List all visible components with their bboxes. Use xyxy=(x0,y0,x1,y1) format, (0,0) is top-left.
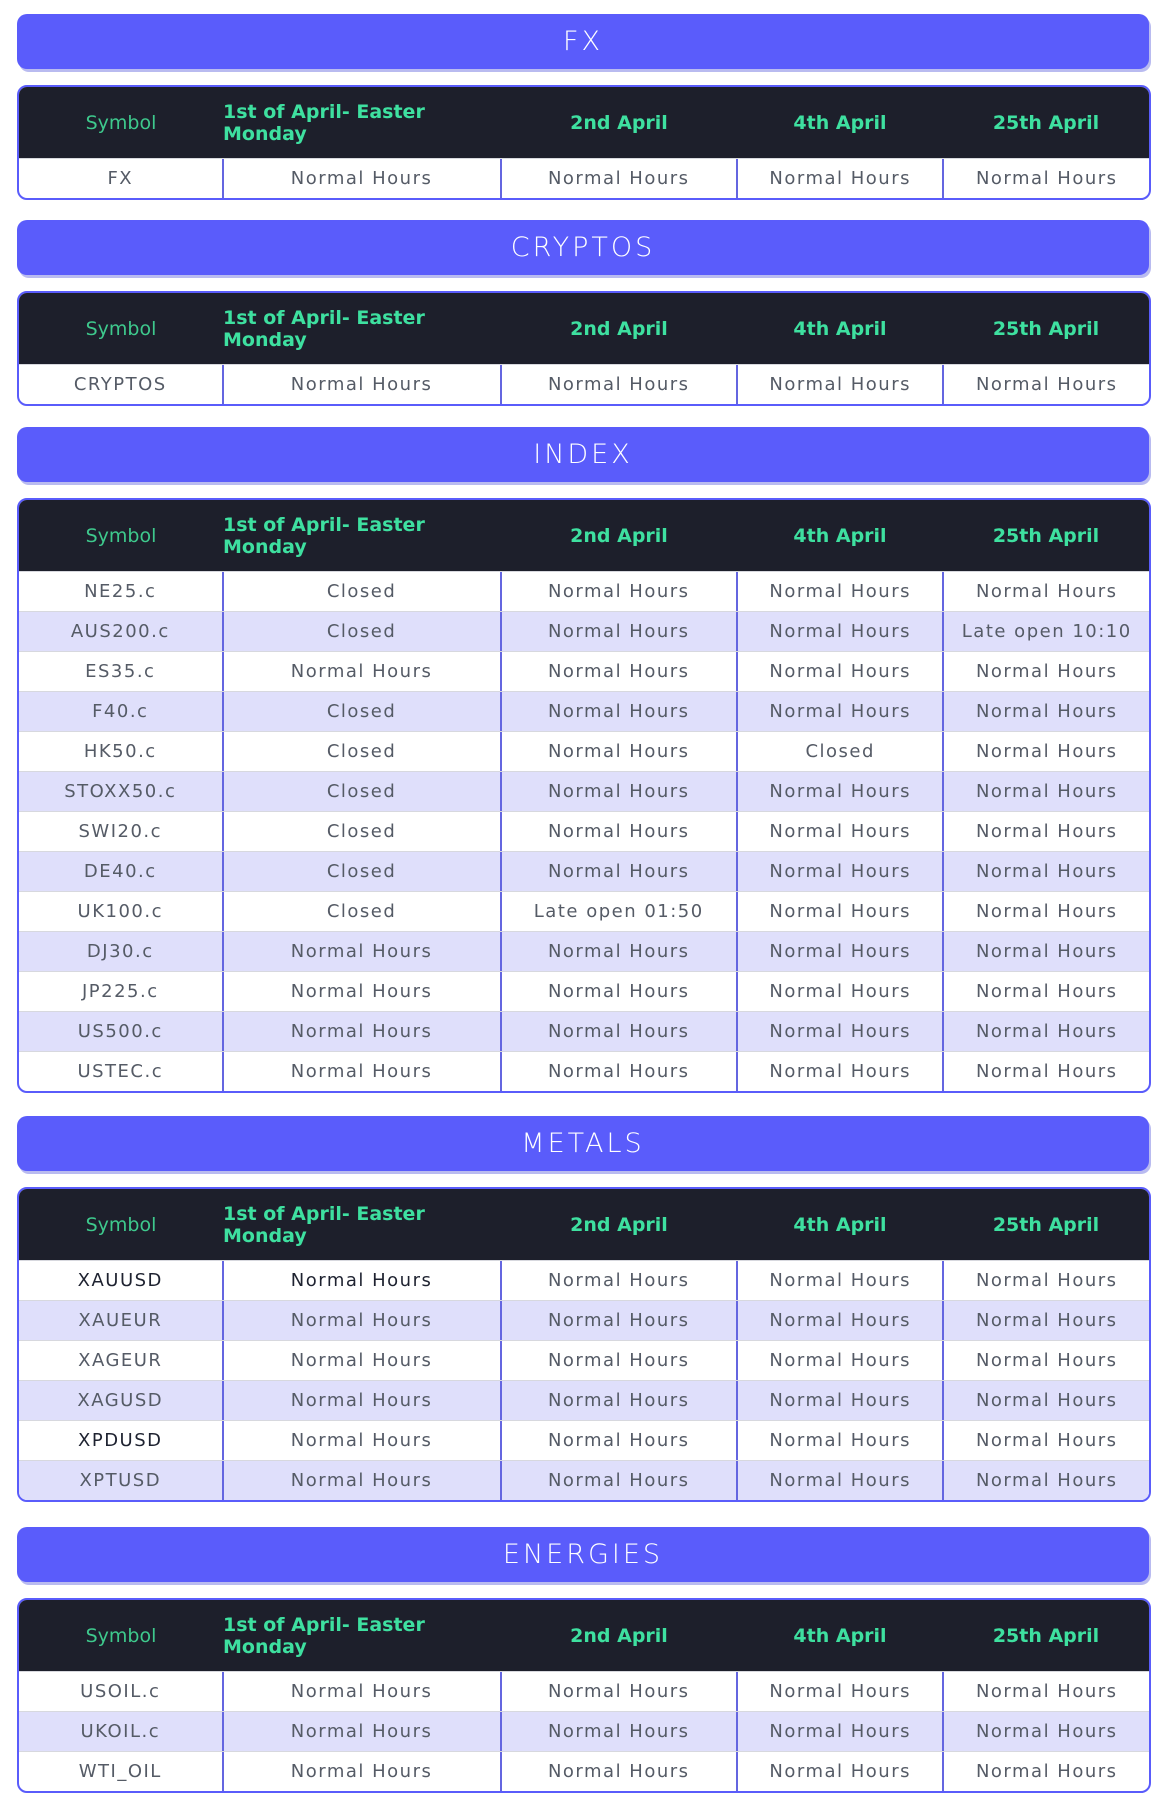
hours-cell: Normal Hours xyxy=(500,812,736,851)
hours-cell: Normal Hours xyxy=(500,1301,736,1340)
hours-cell: Normal Hours xyxy=(222,1421,500,1460)
symbol-cell: F40.c xyxy=(92,701,149,722)
hours-cell: Normal Hours xyxy=(736,972,943,1011)
hours-cell: Normal Hours xyxy=(736,932,943,971)
hours-cell: Normal Hours xyxy=(500,1672,736,1711)
header-date-3: 4th April xyxy=(793,1213,887,1236)
hours-cell: Normal Hours xyxy=(500,1012,736,1051)
hours-cell: Normal Hours xyxy=(500,852,736,891)
symbol-cell: XAUUSD xyxy=(77,1270,163,1291)
hours-cell: Normal Hours xyxy=(736,652,943,691)
hours-cell: Normal Hours xyxy=(942,159,1149,198)
hours-cell: Normal Hours xyxy=(500,732,736,771)
header-date-3: 4th April xyxy=(793,524,887,547)
hours-cell: Normal Hours xyxy=(500,692,736,731)
hours-cell: Normal Hours xyxy=(222,652,500,691)
table-row xyxy=(19,931,1149,971)
hours-cell: Normal Hours xyxy=(942,1752,1149,1791)
header-date-1: 1st of April- Easter Monday xyxy=(223,1613,425,1658)
hours-cell: Normal Hours xyxy=(500,159,736,198)
hours-cell: Normal Hours xyxy=(736,892,943,931)
header-date-2: 2nd April xyxy=(570,1624,668,1647)
hours-cell: Normal Hours xyxy=(942,1461,1149,1500)
header-date-1: 1st of April- Easter Monday xyxy=(223,513,425,558)
hours-cell: Closed xyxy=(222,732,500,771)
symbol-cell: USTEC.c xyxy=(77,1061,164,1082)
table-row xyxy=(19,364,1149,404)
table-row xyxy=(19,1260,1149,1300)
hours-cell: Normal Hours xyxy=(222,972,500,1011)
hours-cell: Normal Hours xyxy=(942,572,1149,611)
hours-cell: Normal Hours xyxy=(736,1052,943,1091)
hours-cell: Closed xyxy=(222,812,500,851)
symbol-cell: AUS200.c xyxy=(70,621,170,642)
symbol-cell: XAUEUR xyxy=(78,1310,163,1331)
table-row xyxy=(19,1671,1149,1711)
index-table xyxy=(17,498,1151,1093)
hours-cell: Closed xyxy=(222,772,500,811)
table-row xyxy=(19,1340,1149,1380)
header-date-1: 1st of April- Easter Monday xyxy=(223,306,425,351)
header-symbol: Symbol xyxy=(85,317,157,340)
table-row xyxy=(19,1751,1149,1791)
table-row xyxy=(19,1380,1149,1420)
hours-cell: Normal Hours xyxy=(222,1261,500,1300)
header-date-2: 2nd April xyxy=(570,111,668,134)
hours-cell: Normal Hours xyxy=(500,652,736,691)
section-banner-index xyxy=(17,427,1149,482)
hours-cell: Normal Hours xyxy=(500,1261,736,1300)
table-row xyxy=(19,651,1149,691)
header-date-1: 1st of April- Easter Monday xyxy=(223,100,425,145)
symbol-cell: CRYPTOS xyxy=(73,374,167,395)
table-row xyxy=(19,851,1149,891)
hours-cell: Normal Hours xyxy=(222,365,500,404)
hours-cell: Normal Hours xyxy=(500,1712,736,1751)
hours-cell: Normal Hours xyxy=(736,772,943,811)
table-row xyxy=(19,1051,1149,1091)
hours-cell: Closed xyxy=(222,892,500,931)
symbol-cell: UK100.c xyxy=(77,901,163,922)
hours-cell: Closed xyxy=(222,692,500,731)
hours-cell: Normal Hours xyxy=(736,1461,943,1500)
symbol-cell: SWI20.c xyxy=(78,821,163,842)
header-symbol: Symbol xyxy=(85,1213,157,1236)
hours-cell: Normal Hours xyxy=(736,852,943,891)
table-row xyxy=(19,1011,1149,1051)
hours-cell: Normal Hours xyxy=(942,892,1149,931)
section-banner-energies xyxy=(17,1527,1149,1582)
symbol-cell: ES35.c xyxy=(85,661,156,682)
table-row xyxy=(19,691,1149,731)
hours-cell: Normal Hours xyxy=(942,365,1149,404)
symbol-cell: NE25.c xyxy=(84,581,157,602)
hours-cell: Normal Hours xyxy=(942,1012,1149,1051)
hours-cell: Normal Hours xyxy=(500,1421,736,1460)
symbol-cell: XAGUSD xyxy=(77,1390,164,1411)
hours-cell: Normal Hours xyxy=(500,1052,736,1091)
header-symbol: Symbol xyxy=(85,524,157,547)
hours-cell: Normal Hours xyxy=(942,852,1149,891)
symbol-cell: XPDUSD xyxy=(78,1430,163,1451)
hours-cell: Normal Hours xyxy=(736,572,943,611)
table-row xyxy=(19,571,1149,611)
hours-cell: Normal Hours xyxy=(222,1712,500,1751)
hours-cell: Normal Hours xyxy=(222,1461,500,1500)
header-date-4: 25th April xyxy=(992,1624,1100,1647)
hours-cell: Normal Hours xyxy=(500,932,736,971)
header-date-2: 2nd April xyxy=(570,1213,668,1236)
hours-cell: Normal Hours xyxy=(222,1341,500,1380)
section-title: INDEX xyxy=(533,439,633,470)
symbol-cell: HK50.c xyxy=(83,741,157,762)
hours-cell: Normal Hours xyxy=(736,1421,943,1460)
hours-cell: Normal Hours xyxy=(942,932,1149,971)
hours-cell: Normal Hours xyxy=(942,1381,1149,1420)
table-row xyxy=(19,1300,1149,1340)
hours-cell: Normal Hours xyxy=(500,1381,736,1420)
hours-cell: Normal Hours xyxy=(500,1341,736,1380)
fx-table xyxy=(17,85,1151,200)
symbol-cell: XAGEUR xyxy=(78,1350,163,1371)
hours-cell: Normal Hours xyxy=(736,1341,943,1380)
header-date-2: 2nd April xyxy=(570,524,668,547)
header-date-4: 25th April xyxy=(992,317,1100,340)
hours-cell: Normal Hours xyxy=(942,972,1149,1011)
hours-cell: Normal Hours xyxy=(942,1341,1149,1380)
hours-cell: Normal Hours xyxy=(222,1012,500,1051)
header-date-3: 4th April xyxy=(793,317,887,340)
section-banner-fx xyxy=(17,14,1149,69)
table-row xyxy=(19,611,1149,651)
hours-cell: Normal Hours xyxy=(942,1672,1149,1711)
table-row xyxy=(19,971,1149,1011)
section-banner-metals xyxy=(17,1116,1149,1171)
energies-table xyxy=(17,1598,1151,1793)
table-row xyxy=(19,811,1149,851)
table-header xyxy=(19,293,1149,364)
hours-cell: Normal Hours xyxy=(942,692,1149,731)
hours-cell: Normal Hours xyxy=(500,365,736,404)
hours-cell: Late open 01:50 xyxy=(500,892,736,931)
hours-cell: Normal Hours xyxy=(736,1301,943,1340)
symbol-cell: US500.c xyxy=(77,1021,163,1042)
hours-cell: Normal Hours xyxy=(500,1752,736,1791)
table-header xyxy=(19,87,1149,158)
hours-cell: Normal Hours xyxy=(942,812,1149,851)
hours-cell: Normal Hours xyxy=(736,1672,943,1711)
header-date-1: 1st of April- Easter Monday xyxy=(223,1202,425,1247)
hours-cell: Normal Hours xyxy=(222,1052,500,1091)
table-header xyxy=(19,1189,1149,1260)
hours-cell: Normal Hours xyxy=(942,732,1149,771)
section-banner-cryptos xyxy=(17,220,1149,275)
hours-cell: Normal Hours xyxy=(942,652,1149,691)
symbol-cell: DE40.c xyxy=(83,861,157,882)
hours-cell: Normal Hours xyxy=(942,772,1149,811)
table-header xyxy=(19,500,1149,571)
section-title: ENERGIES xyxy=(502,1539,664,1570)
table-row xyxy=(19,158,1149,198)
hours-cell: Normal Hours xyxy=(736,1712,943,1751)
header-date-3: 4th April xyxy=(793,1624,887,1647)
hours-cell: Normal Hours xyxy=(222,159,500,198)
hours-cell: Normal Hours xyxy=(500,972,736,1011)
hours-cell: Normal Hours xyxy=(736,365,943,404)
hours-cell: Normal Hours xyxy=(736,612,943,651)
hours-cell: Normal Hours xyxy=(942,1052,1149,1091)
header-date-3: 4th April xyxy=(793,111,887,134)
hours-cell: Closed xyxy=(222,612,500,651)
hours-cell: Closed xyxy=(222,572,500,611)
hours-cell: Normal Hours xyxy=(942,1261,1149,1300)
symbol-cell: FX xyxy=(107,168,134,189)
symbol-cell: DJ30.c xyxy=(86,941,154,962)
metals-table xyxy=(17,1187,1151,1502)
hours-cell: Closed xyxy=(222,852,500,891)
header-date-4: 25th April xyxy=(992,111,1100,134)
header-date-4: 25th April xyxy=(992,1213,1100,1236)
symbol-cell: XPTUSD xyxy=(79,1470,162,1491)
hours-cell: Normal Hours xyxy=(942,1301,1149,1340)
hours-cell: Normal Hours xyxy=(942,1421,1149,1460)
hours-cell: Normal Hours xyxy=(736,1381,943,1420)
header-date-2: 2nd April xyxy=(570,317,668,340)
symbol-cell: USOIL.c xyxy=(80,1681,161,1702)
symbol-cell: WTI_OIL xyxy=(78,1761,162,1782)
hours-cell: Normal Hours xyxy=(500,572,736,611)
table-row xyxy=(19,891,1149,931)
hours-cell: Normal Hours xyxy=(736,1752,943,1791)
hours-cell: Normal Hours xyxy=(736,1261,943,1300)
hours-cell: Closed xyxy=(736,732,943,771)
hours-cell: Normal Hours xyxy=(736,812,943,851)
hours-cell: Normal Hours xyxy=(222,1752,500,1791)
hours-cell: Normal Hours xyxy=(736,1012,943,1051)
symbol-cell: JP225.c xyxy=(81,981,159,1002)
hours-cell: Normal Hours xyxy=(736,692,943,731)
hours-cell: Normal Hours xyxy=(736,159,943,198)
hours-cell: Normal Hours xyxy=(500,1461,736,1500)
table-row xyxy=(19,771,1149,811)
header-symbol: Symbol xyxy=(85,1624,157,1647)
table-header xyxy=(19,1600,1149,1671)
symbol-cell: UKOIL.c xyxy=(80,1721,161,1742)
table-row xyxy=(19,1460,1149,1500)
hours-cell: Normal Hours xyxy=(222,1672,500,1711)
table-row xyxy=(19,1711,1149,1751)
hours-cell: Late open 10:10 xyxy=(942,612,1149,651)
section-title: METALS xyxy=(521,1128,645,1159)
hours-cell: Normal Hours xyxy=(500,772,736,811)
section-title: FX xyxy=(562,26,604,57)
hours-cell: Normal Hours xyxy=(222,1301,500,1340)
hours-cell: Normal Hours xyxy=(222,1381,500,1420)
section-title: CRYPTOS xyxy=(510,232,656,263)
header-symbol: Symbol xyxy=(85,111,157,134)
table-row xyxy=(19,1420,1149,1460)
symbol-cell: STOXX50.c xyxy=(64,781,177,802)
header-date-4: 25th April xyxy=(992,524,1100,547)
hours-cell: Normal Hours xyxy=(222,932,500,971)
hours-cell: Normal Hours xyxy=(500,612,736,651)
cryptos-table xyxy=(17,291,1151,406)
table-row xyxy=(19,731,1149,771)
hours-cell: Normal Hours xyxy=(942,1712,1149,1751)
